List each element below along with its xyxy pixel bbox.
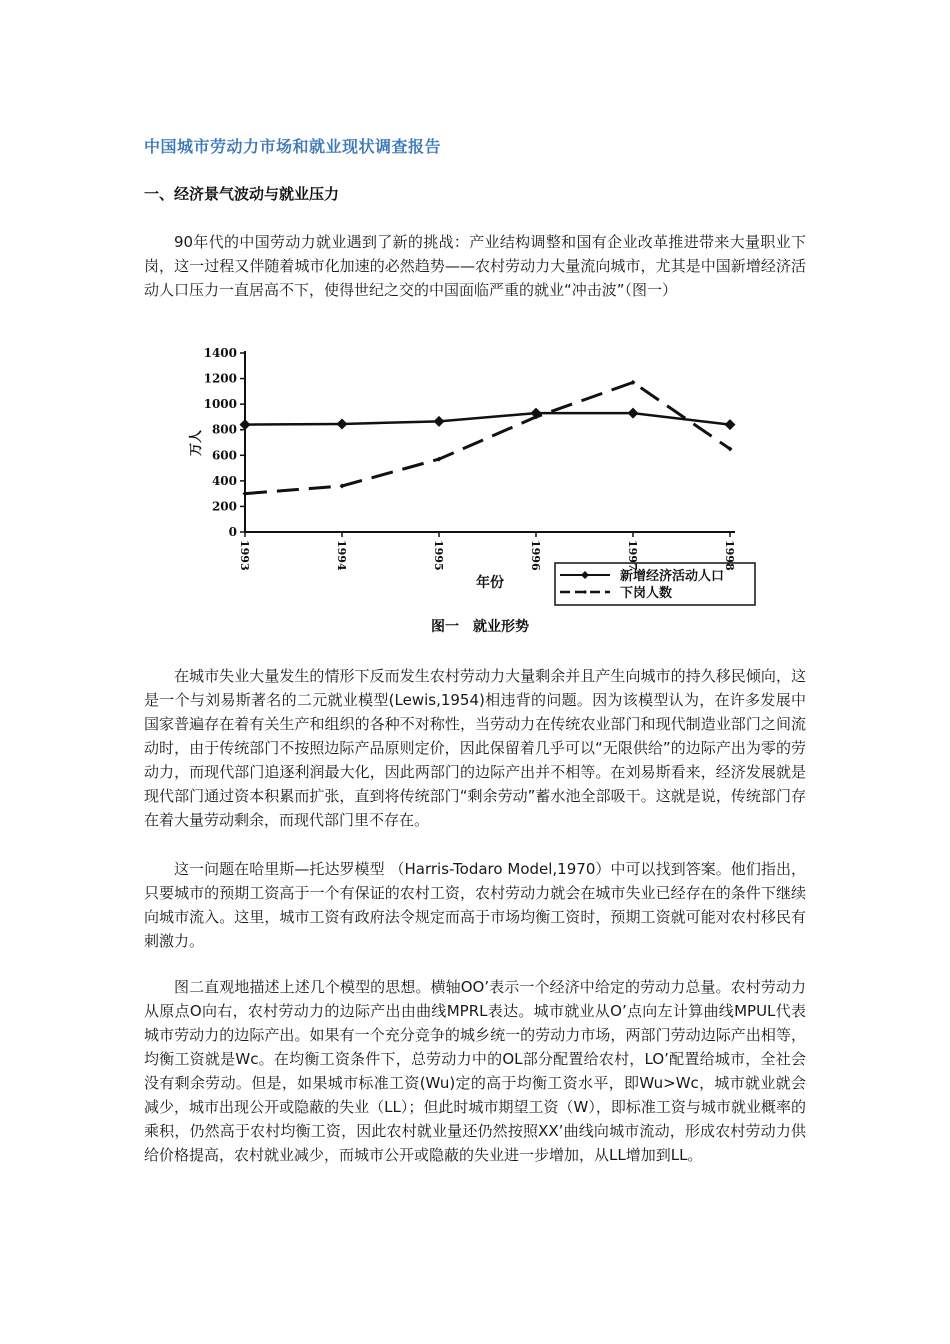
paragraph-harris-todaro: 这一问题在哈里斯—托达罗模型 （Harris-Todaro Model,1970）中可以找到答案。他们指出，只要城市的预期工资高于一个有保证的农村工资，农村劳动力就会在城市失业已经存在的条件下继续向城市流入。这里，城市工资有政府法令规定而高于市场均衡工资时，预期工资就可能对农村移民有刺激力。 [144,860,806,950]
x-axis-label: 年份 [476,575,504,591]
series-line-2 [245,382,730,493]
series-2-point [243,491,248,496]
y-tick-label: 800 [211,422,237,437]
y-tick-label: 0 [228,525,237,539]
series-line-1 [245,413,730,425]
paragraph-lewis-model: 在城市失业大量发生的情形下反而发生农村劳动力大量剩余并且产生向城市的持久移民倾向，这是一个与刘易斯著名的二元就业模型(Lewis,1954)相违背的问题。因为该模型认为，在许多发展中国家普遍存在着有关生产和组织的各种不对称性，当劳动力在传统农业部门和现代制造业部门之间流动时，由于传统部门不按照边际产品原则定价，因此保留着几乎可以“无限供给”的边际产出为零的劳动力，而现代部门追逐利润最大化，因此两部门的边际产出并不相等。在刘易斯看来，经济发展就是现代部门通过资本积累而扩张，直到将传统部门“剩余劳动”蓄水池全部吸干。这就是说，传统部门存在着大量劳动剩余，而现代部门里不存在。 [144,667,806,829]
y-tick-label: 600 [211,448,237,463]
document-title: 中国城市劳动力市场和就业现状调查报告 [144,137,442,156]
y-axis-label: 万人 [189,429,204,457]
series-1-point [628,408,639,419]
x-tick-label: 1994 [335,540,348,571]
paragraph-intro: 90年代的中国劳动力就业遇到了新的挑战：产业结构调整和国有企业改革推进带来大量职业下岗，这一过程又伴随着城市化加速的必然趋势——农村劳动力大量流向城市，尤其是中国新增经济活动人口压力一直居高不下，使得世纪之交的中国面临严重的就业“冲击波”（图一） [144,233,806,299]
y-tick-label: 200 [211,499,237,514]
series-1-point [434,416,445,427]
legend-marker-2 [583,590,587,594]
y-tick-label: 1200 [203,371,237,386]
y-tick-label: 1400 [203,346,237,360]
x-tick-label: 1993 [238,540,251,571]
x-tick-label: 1998 [723,540,736,571]
chart-svg [180,335,780,645]
x-tick-label: 1997 [626,540,639,571]
series-1-point [240,419,251,430]
legend-label-2: 下岗人数 [620,586,673,601]
legend-label-1: 新增经济活动人口 [620,569,725,584]
x-tick-label: 1996 [529,540,542,571]
series-1-point [725,419,736,430]
employment-chart [180,335,780,645]
chart-title: 图一 就业形势 [431,619,529,635]
y-tick-label: 400 [211,473,237,488]
paragraph-figure-two: 图二直观地描述上述几个模型的思想。横轴OO’表示一个经济中给定的劳动力总量。农村劳动力从原点O向右，农村劳动力的边际产出由曲线MPRL表达。城市就业从O’点向左计算曲线MPUL代表城市劳动力的边际产出。如果有一个充分竞争的城乡统一的劳动力市场，两部门劳动边际产出相等，均衡工资就是Wc。在均衡工资条件下，总劳动力中的OL部分配置给农村，LO’配置给城市，全社会没有剩余劳动。但是，如果城市标准工资(Wu)定的高于均衡工资水平，即Wu>Wc，城市就业就会减少，城市出现公开或隐蔽的失业（LL）；但此时城市期望工资（W），即标准工资与城市就业概率的乘积，仍然高于农村均衡工资，因此农村就业量还仍然按照XX’曲线向城市流动，形成农村劳动力供给价格提高，农村就业减少，而城市公开或隐蔽的失业进一步增加，从LL增加到LL。 [144,978,806,1164]
x-tick-label: 1995 [432,540,445,571]
series-1-point [337,418,348,429]
y-tick-label: 1000 [203,397,237,412]
legend-marker-1 [581,571,589,579]
section-heading: 一、经济景气波动与就业压力 [144,185,340,203]
